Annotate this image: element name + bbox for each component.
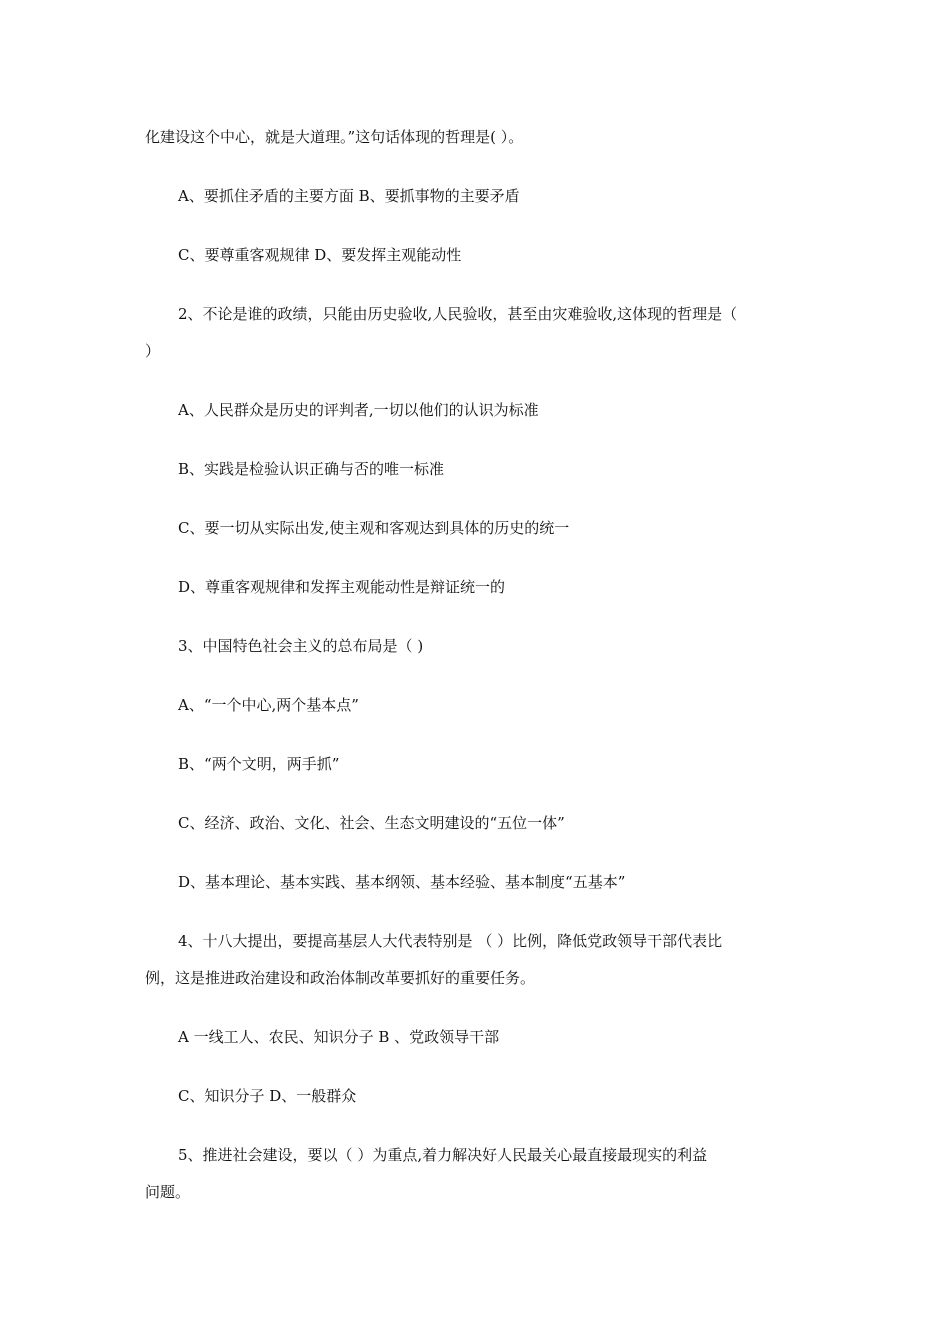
text-line-q3-option-a: A、“一个中心,两个基本点”	[178, 696, 359, 714]
text-line-q3-option-d: D、基本理论、基本实践、基本纲领、基本经验、基本制度“五基本”	[178, 873, 626, 891]
text-line-q3-option-b: B、“两个文明，两手抓”	[178, 755, 340, 773]
text-line-q3-stem: 3、中国特色社会主义的总布局是（ )	[178, 637, 424, 655]
text-line-q5-stem: 5、推进社会建设，要以（ ）为重点,着力解决好人民最关心最直接最现实的利益	[178, 1146, 708, 1164]
text-line-q4-options-ab: A 一线工人、农民、知识分子 B 、党政领导干部	[178, 1028, 500, 1046]
text-line-q5-stem-end: 问题。	[145, 1183, 191, 1201]
text-line-q2-stem: 2、不论是谁的政绩，只能由历史验收,人民验收，甚至由灾难验收,这体现的哲理是（	[178, 305, 738, 323]
text-line-q2-option-a: A、人民群众是历史的评判者,一切以他们的认识为标准	[178, 401, 539, 419]
text-line-q1-options-ab: A、要抓住矛盾的主要方面 B、要抓事物的主要矛盾	[178, 187, 520, 205]
text-line-q1-options-cd: C、要尊重客观规律 D、要发挥主观能动性	[178, 246, 462, 264]
text-line-q2-option-d: D、尊重客观规律和发挥主观能动性是辩证统一的	[178, 578, 506, 596]
text-line-q4-stem: 4、十八大提出，要提高基层人大代表特别是 （ ）比例，降低党政领导干部代表比	[178, 932, 723, 950]
text-line-q4-options-cd: C、知识分子 D、一般群众	[178, 1087, 357, 1105]
text-line-q1-stem-end: 化建设这个中心，就是大道理。”这句话体现的哲理是( ）。	[145, 128, 524, 146]
text-line-q2-option-c: C、要一切从实际出发,使主观和客观达到具体的历史的统一	[178, 519, 570, 537]
text-line-q4-stem-end: 例，这是推进政治建设和政治体制改革要抓好的重要任务。	[145, 969, 536, 987]
text-line-q2-option-b: B、实践是检验认识正确与否的唯一标准	[178, 460, 445, 478]
text-line-q2-stem-end: ）	[145, 342, 161, 360]
text-line-q3-option-c: C、经济、政治、文化、社会、生态文明建设的“五位一体”	[178, 814, 565, 832]
